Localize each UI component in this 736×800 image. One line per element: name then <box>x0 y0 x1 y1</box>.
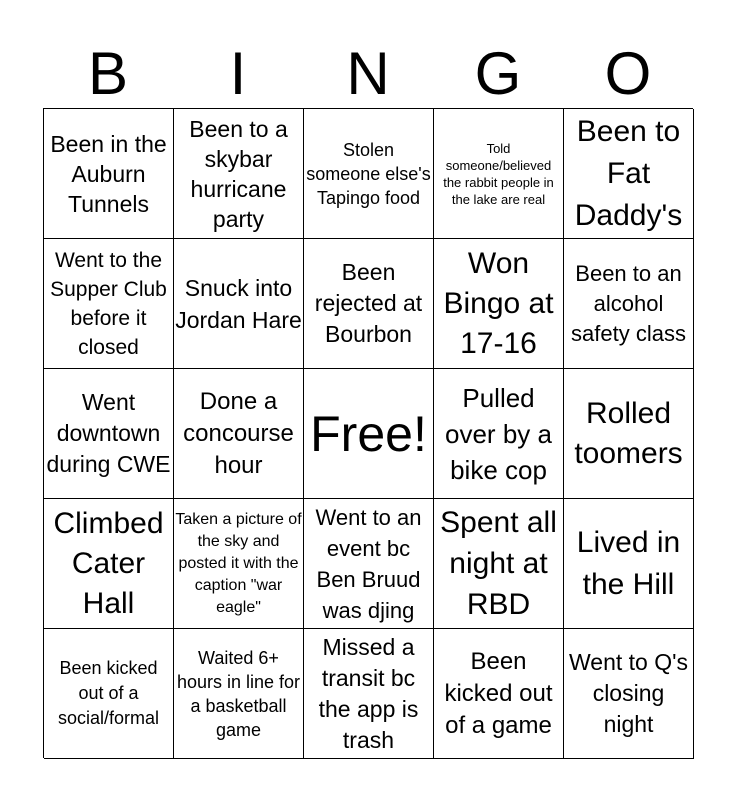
cell-text: Won Bingo at 17-16 <box>443 246 554 360</box>
cell-text: Pulled over by a bike cop <box>445 382 552 485</box>
cell-text: Went to Q's closing night <box>568 649 688 737</box>
cell-text: Been to a skybar hurricane party <box>189 115 288 232</box>
header-letter-b: B <box>87 40 129 107</box>
bingo-cell[interactable] <box>564 239 694 369</box>
cell-text: Went to the Supper Club before it closed <box>50 248 167 359</box>
cell-text: Stolen someone else's Tapingo food <box>306 139 431 208</box>
bingo-cell[interactable] <box>434 369 564 499</box>
header-letter-o: O <box>604 40 652 107</box>
bingo-header <box>43 42 693 106</box>
cell-text: Rolled toomers <box>574 396 683 470</box>
cell-text: Told someone/believed the rabbit people in the lake are real <box>443 140 554 207</box>
bingo-cell[interactable] <box>564 629 694 759</box>
header-letter-n: N <box>346 40 390 107</box>
bingo-cell[interactable] <box>44 369 174 499</box>
bingo-cell[interactable] <box>44 109 174 239</box>
header-letter-g: G <box>474 40 522 107</box>
cell-text: Went downtown during CWE <box>46 389 171 477</box>
cell-text: Snuck into Jordan Hare <box>175 274 302 333</box>
bingo-cell[interactable] <box>434 109 564 239</box>
cell-text: Been to Fat Daddy's <box>574 114 683 232</box>
cell-text: Been to an alcohol safety class <box>571 260 686 346</box>
bingo-cell[interactable] <box>174 369 304 499</box>
free-space-cell[interactable] <box>304 369 434 499</box>
cell-text: Taken a picture of the sky and posted it with the caption "war eagle" <box>175 510 302 616</box>
cell-text: Went to an event bc Ben Bruud was djing <box>315 504 422 623</box>
cell-text: Spent all night at RBD <box>440 506 557 621</box>
cell-text: Done a concourse hour <box>183 387 294 479</box>
bingo-cell[interactable] <box>434 239 564 369</box>
cell-text: Been kicked out of a social/formal <box>57 658 160 728</box>
bingo-cell[interactable] <box>564 369 694 499</box>
cell-text: Missed a transit bc the app is trash <box>318 633 419 753</box>
bingo-cell[interactable] <box>304 109 434 239</box>
cell-text: Been kicked out of a game <box>444 647 553 739</box>
bingo-cell[interactable] <box>304 629 434 759</box>
cell-text: Lived in the Hill <box>576 525 681 601</box>
cell-text: Been in the Auburn Tunnels <box>50 130 167 217</box>
cell-text: Climbed Cater Hall <box>53 506 164 620</box>
bingo-cell[interactable] <box>174 499 304 629</box>
bingo-card-grid <box>43 108 693 758</box>
bingo-cell[interactable] <box>564 109 694 239</box>
bingo-cell[interactable] <box>304 499 434 629</box>
free-space-text: Free! <box>310 405 427 462</box>
bingo-cell[interactable] <box>174 109 304 239</box>
bingo-cell[interactable] <box>434 629 564 759</box>
bingo-cell[interactable] <box>44 239 174 369</box>
bingo-cell[interactable] <box>44 499 174 629</box>
bingo-cell[interactable] <box>434 499 564 629</box>
bingo-cell[interactable] <box>174 629 304 759</box>
bingo-cell[interactable] <box>304 239 434 369</box>
bingo-cell[interactable] <box>44 629 174 759</box>
header-letter-i: I <box>229 40 247 107</box>
cell-text: Been rejected at Bourbon <box>314 259 423 347</box>
bingo-cell[interactable] <box>564 499 694 629</box>
cell-text: Waited 6+ hours in line for a basketball game <box>176 647 301 740</box>
bingo-cell[interactable] <box>174 239 304 369</box>
